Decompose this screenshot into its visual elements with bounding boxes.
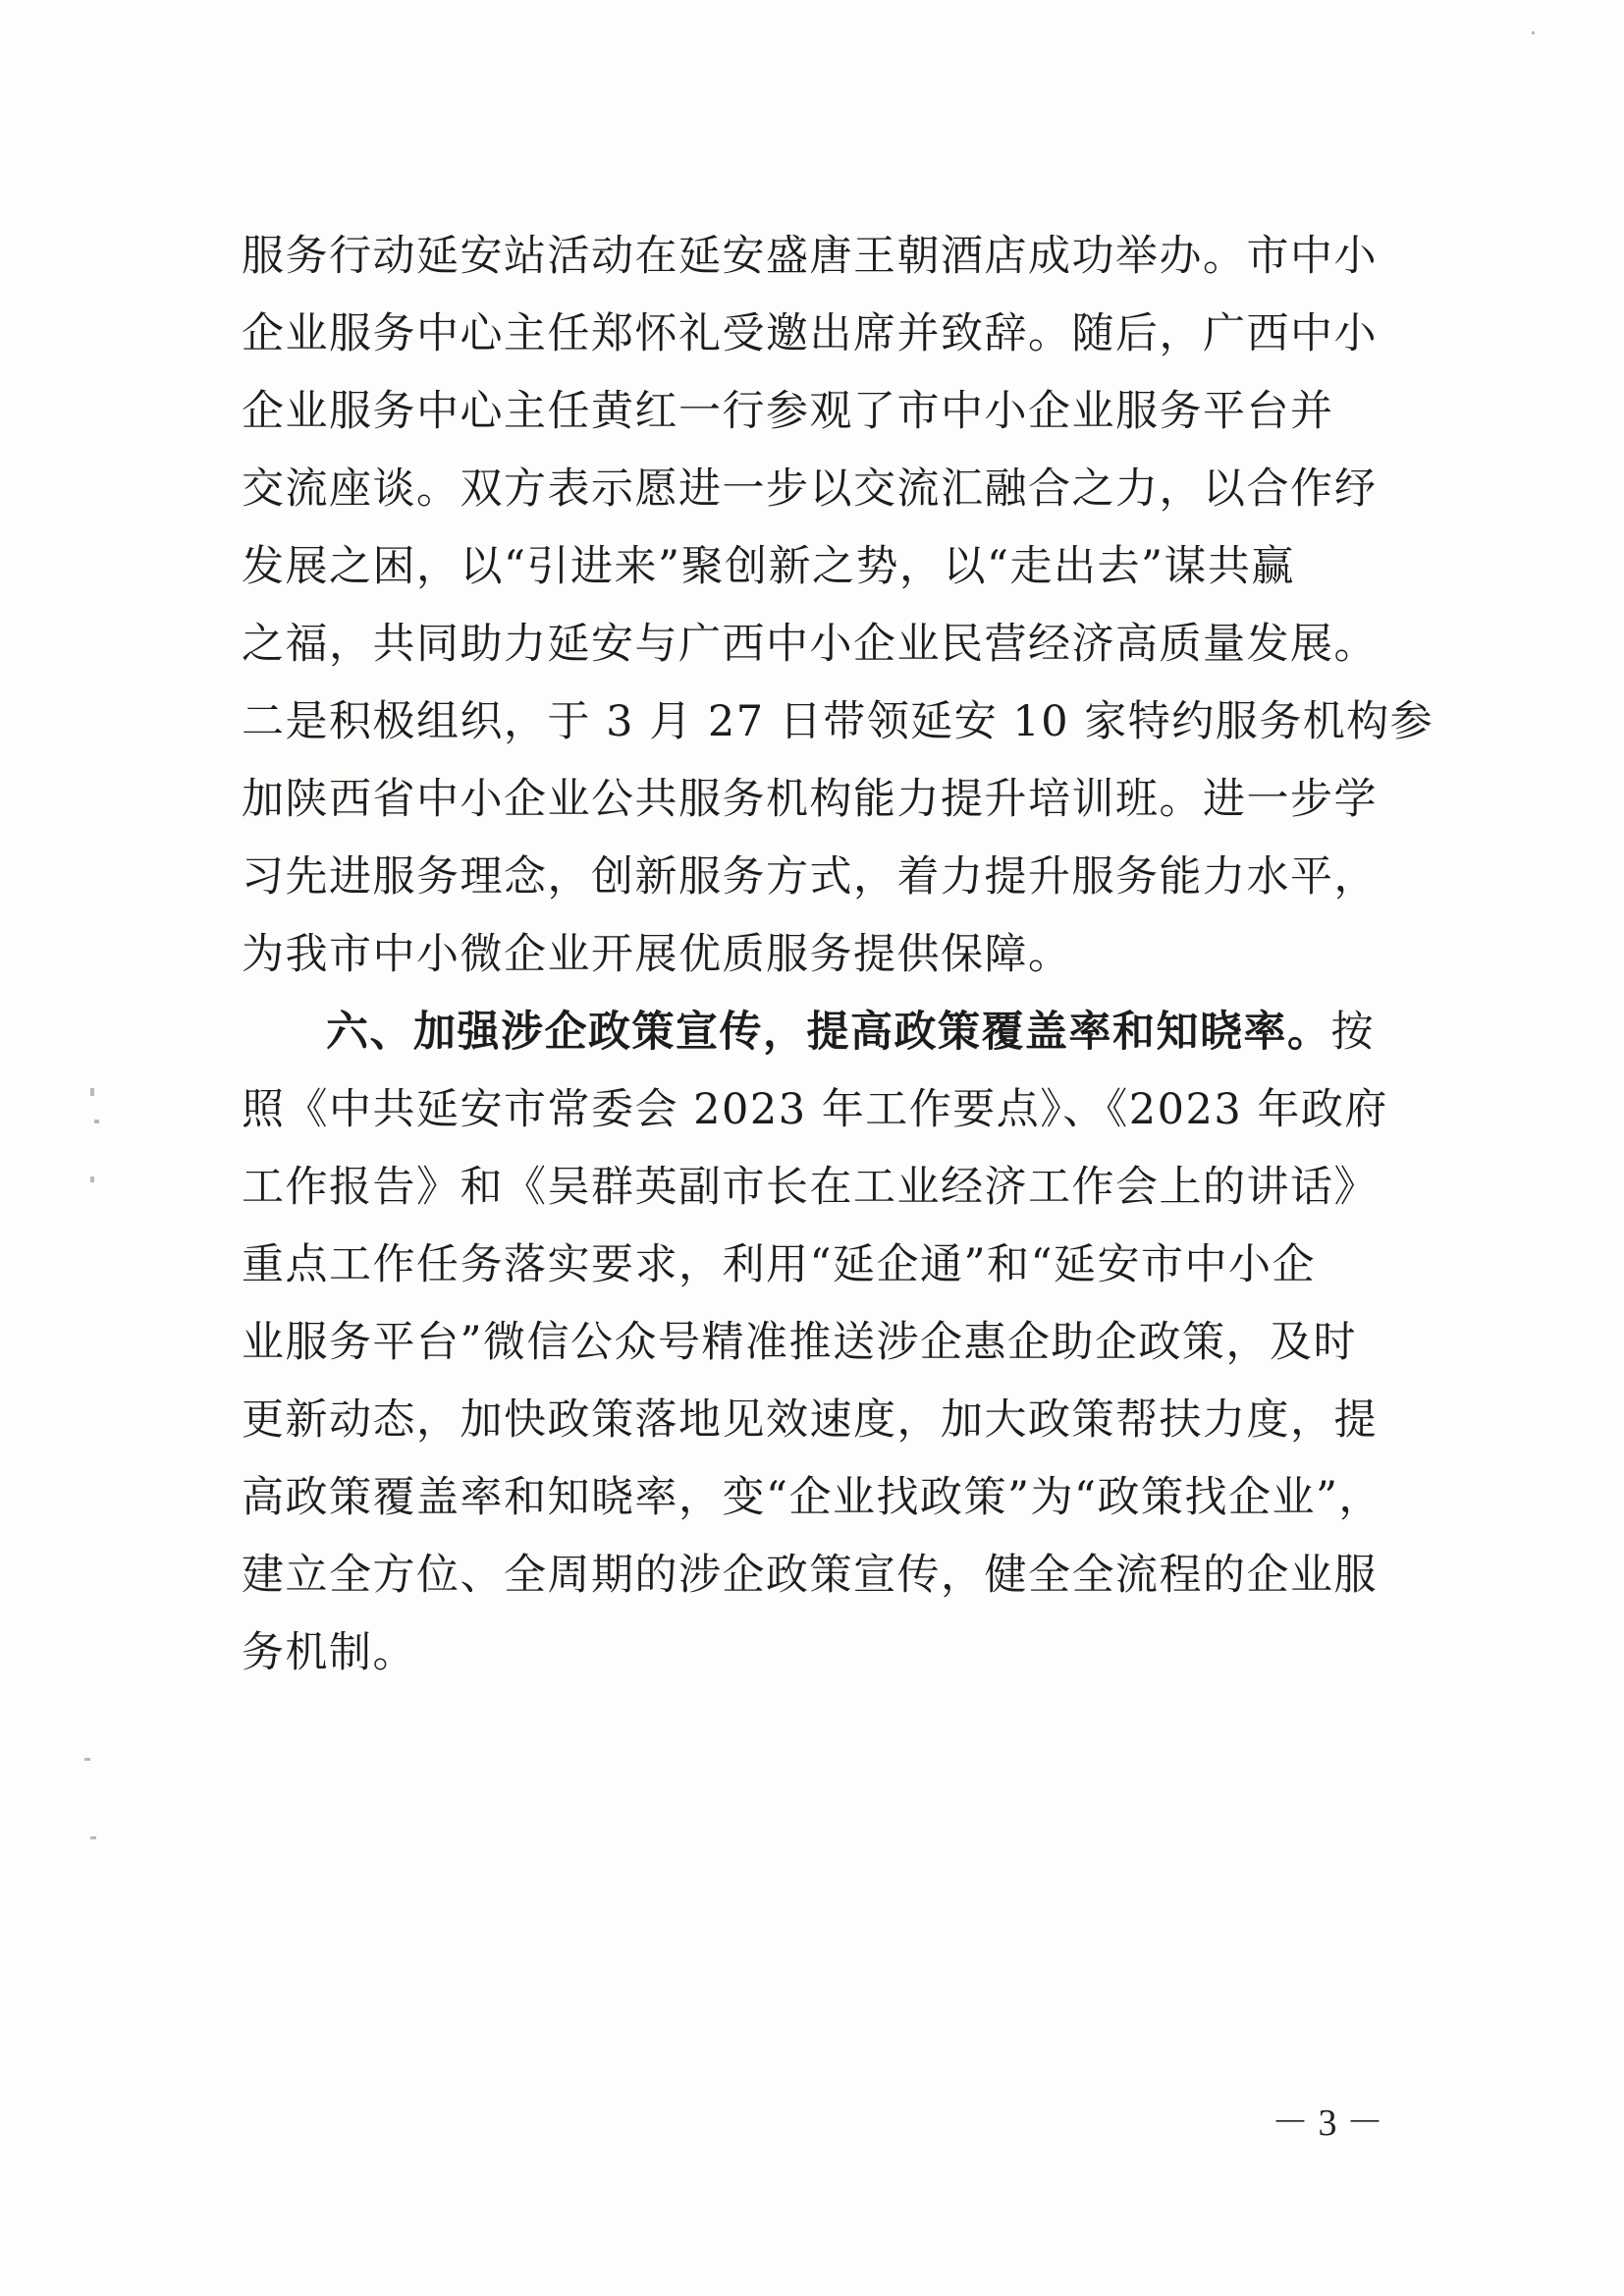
text-line: 企业服务中心主任黄红一行参观了市中小企业服务平台并: [242, 387, 1334, 436]
scan-speck: [90, 1088, 94, 1096]
text-line: 服务行动延安站活动在延安盛唐王朝酒店成功举办。市中小: [242, 232, 1378, 281]
text-line: 交流座谈。双方表示愿进一步以交流汇融合之力，以合作纾: [242, 465, 1378, 514]
scan-speck: [94, 1120, 99, 1123]
section-heading: 六、加强涉企政策宣传，提高政策覆盖率和知晓率。: [326, 1008, 1331, 1057]
text-line: 二是积极组织，于 3 月 27 日带领延安 10 家特约服务机构参: [242, 697, 1435, 746]
scan-speck: [1532, 31, 1535, 34]
scan-speck: [90, 1176, 94, 1182]
text-line: 加陕西省中小企业公共服务机构能力提升培训班。进一步学: [242, 775, 1378, 824]
scan-speck: [90, 1836, 96, 1839]
text-line: 建立全方位、全周期的涉企政策宣传，健全全流程的企业服: [242, 1551, 1378, 1600]
text-line: 重点工作任务落实要求，利用“延企通”和“延安市中小企: [242, 1240, 1316, 1289]
body-text: [242, 218, 1435, 1692]
text-line: 发展之困，以“引进来”聚创新之势，以“走出去”谋共赢: [242, 542, 1295, 591]
text-line: 企业服务中心主任郑怀礼受邀出席并致辞。随后，广西中小: [242, 309, 1378, 358]
text-fragment: 按: [1330, 1008, 1375, 1057]
text-line: 业服务平台”微信公众号精准推送涉企惠企助企政策，及时: [242, 1318, 1357, 1367]
text-line: 习先进服务理念，创新服务方式，着力提升服务能力水平，: [242, 852, 1378, 902]
text-line: 工作报告》和《吴群英副市长在工业经济工作会上的讲话》: [242, 1163, 1378, 1212]
scan-speck: [84, 1758, 90, 1761]
text-line: 照《中共延安市常委会 2023 年工作要点》、《2023 年政府: [242, 1085, 1388, 1134]
text-line: 务机制。: [242, 1628, 416, 1677]
section-heading-line: [242, 994, 1380, 1071]
text-line: 高政策覆盖率和知晓率，变“企业找政策”为“政策找企业”，: [242, 1473, 1382, 1522]
text-line: 为我市中小微企业开展优质服务提供保障。: [242, 930, 1072, 979]
page-number: － 3 －: [1272, 2103, 1384, 2144]
text-line: 更新动态，加快政策落地见效速度，加大政策帮扶力度，提: [242, 1395, 1378, 1445]
text-line: 之福，共同助力延安与广西中小企业民营经济高质量发展。: [242, 620, 1378, 669]
